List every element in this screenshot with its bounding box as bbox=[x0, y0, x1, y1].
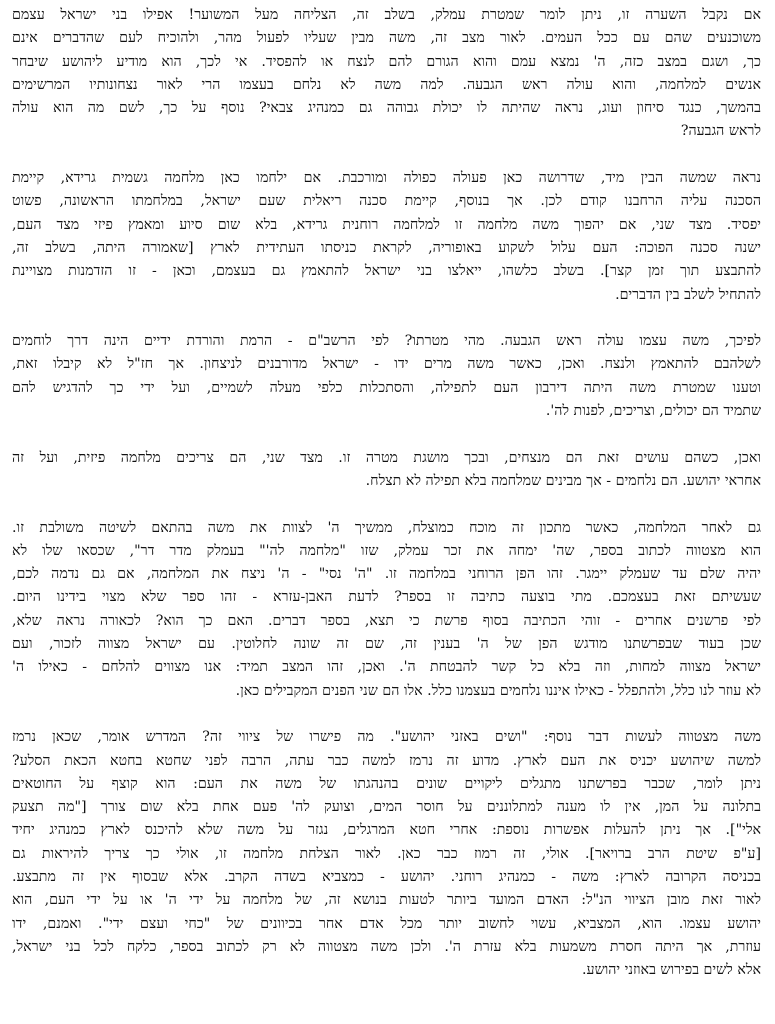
text-line: וטענו שמטרת משה היתה דירבון העם לתפילה, והסתכלות כלפי מעלה לשמיים, ועל ידי כך להדגיש להם bbox=[12, 379, 761, 396]
text-line: לראש הגבעה? bbox=[680, 123, 761, 140]
text-line: לפיכך, משה עצמו עולה ראש הגבעה. מהי מטרתו? לפי הרשב"ם - הרמת והורדת ידיים הינה דרך לוחמים bbox=[12, 333, 761, 350]
text-line: אלא לשים בפירוש באוזני יהושע. bbox=[582, 962, 761, 979]
text-line: אם נקבל השערה זו, ניתן לומר שמטרת עמלק, בשלב זה, הצליחה מעל המשוער! אפילו בני ישראל עצמם bbox=[12, 7, 761, 23]
text-line: יפסיד. מצד שני, אם יהפוך משה מלחמה זו למלחמה רוחנית גרידא, בלא שום סיוע ומאמץ פיזי מצד העם, bbox=[12, 216, 761, 233]
text-line: ניתן לומר, שכבר בפרשתנו מתגלים ליקויים שונים בהנהגתו של משה את העם: הוא קוצף על החוטאים bbox=[12, 775, 761, 792]
text-line: נראה שמשה הבין מיד, שדרושה כאן פעולה כפולה ומורכבת. אם ילחמו כאן מלחמה גשמית גרידא, קיימת bbox=[12, 170, 761, 187]
text-line: שכן בעוד שבפרשתנו מודגש הפן של ה' בענין זה, שם זה שונה לחלוטין. עם ישראל מצווה לזכור, ועם bbox=[12, 636, 761, 653]
text-line: אנשים למלחמה, והוא עולה ראש הגבעה. למה משה לא נלחם בעצמו הרי לאור נצחונותיו המרשימים bbox=[12, 76, 761, 93]
text-line: לשלהבם להתאמץ ולנצח. ואכן, כאשר משה מרים ידו - ישראל מדורבנים לניצחון. אך חז"ל לא קיבלו זאת, bbox=[12, 356, 761, 373]
paragraph-1 bbox=[12, 4, 761, 144]
text-line: עוזרת, אך היתה חסרת משמעות בלא עזרת ה'. ולכן משה מצטווה לא רק לכתוב בספר, כלקח לכל בני ישראל, bbox=[12, 938, 761, 955]
text-line: לאור זאת מובן הציווי הנ"ל: האדם המועד ביותר לטעות בנושא זה, של מלחמה על ידי ה' או על ידי העם, הוא bbox=[12, 892, 761, 909]
text-line: כך, ושגם במצב כזה, ה' נמצא עמם והוא הגורם להם לנצח או להפסיד. אי לכך, הוא מודיע ליהושע שיבחר bbox=[12, 53, 761, 70]
paragraph-5 bbox=[12, 517, 761, 703]
text-line: אלי"]. אך ניתן להעלות אפשרות נוספת: אחרי חטא המרגלים, נגזר על משה שלא להיכנס לארץ כמנהיג יחיד bbox=[12, 822, 761, 839]
text-line: להתבצע תוך זמן קצר]. בשלב כלשהו, ייאלצו בני ישראל להתאמץ גם בעצמם, וכאן - זו הזדמנות מצויינת bbox=[12, 263, 761, 280]
paragraph-4 bbox=[12, 447, 761, 494]
text-line: הסכנה עליה הרחבנו קודם לכן. אך בנוסף, קיימת סכנה ריאלית שעם ישראל, במלחמתו הראשונה, פשוט bbox=[12, 193, 761, 210]
text-line: למשה שיהושע יכניס את העם לארץ. מדוע זה נרמז למשה כבר עתה, הרבה לפני שחטא בחטא הכאת הסלע? bbox=[12, 752, 761, 769]
text-line: שעשיתם זאת בעצמכם. מתי בוצעה כתיבה זו בספר? לדעת האבן-עזרא - זהו ספר שלא מצוי בידינו היום. bbox=[12, 589, 761, 606]
text-line: משה מצטווה לעשות דבר נוסף: "ושים באזני יהושע". מה פישרו של ציווי זה? המדרש אומר, שכאן נרמז bbox=[12, 729, 761, 746]
text-line: בתלונה על המן, אין לו מענה למתלוננים על חוסר המים, וצועק לה' פעם אחת בלא שום צורך ["מה תצעק bbox=[12, 799, 761, 816]
text-line: בכניסה הקרובה לארץ: משה - כמנהיג רוחני. יהושע - כמצביא בשדה הקרב. אלא שבסוף אין זה מתבצע. bbox=[12, 868, 761, 885]
text-line: אחראי יהושע. הם נלחמים - אך מבינים שמלחמה בלא תפילה לא תצלח. bbox=[365, 472, 761, 489]
text-line: [ע"פ שיטת הרב ברויאר]. אולי, זה רמוז כבר כאן. לאור הצלחת מלחמה זו, אולי כך צריך להיראות גם bbox=[12, 845, 761, 862]
text-line: לא עוזר לנו כלל, ולהתפלל - כאילו איננו נלחמים בעצמנו כלל. אלו הם שני הפנים המקבילים כאן. bbox=[235, 682, 761, 699]
text-line: גם לאחר המלחמה, כאשר מתכון זה מוכח כמוצלח, ממשיך ה' לצוות את משה בהתאם לשיטה משולבת זו. bbox=[12, 519, 761, 536]
text-line: יהיה שלם עד שעמלק יימגר. זהו הפן הרוחני במלחמה זו. "ה' נסי" - ה' ניצח את המלחמה, אם גם נדמה לכם, bbox=[12, 566, 761, 583]
text-line: הוא מצטווה לכתוב בספר, שה' ימחה את זכר עמלק, שזו "מלחמה לה'" בעמלק מדר דר", שכסאו שלו לא bbox=[12, 542, 761, 559]
paragraph-3 bbox=[12, 330, 761, 423]
text-line: להתחיל לשלב בין הדברים. bbox=[615, 286, 761, 303]
text-line: שתמיד הם יכולים, וצריכים, לפנות לה'. bbox=[545, 403, 761, 420]
text-line: משוכנעים שהם עם ככל העמים. לאור מצב זה, משה מבין שעליו לפעול מהר, ולהוכיח לעם שהדברים אינם bbox=[12, 30, 761, 47]
text-line: בהמשך, כנגד סיחון ועוג, נראה שהיתה לו יכולת גבוהה גם כמנהיג צבאי? נוסף על כך, לשם מה הוא עולה bbox=[12, 100, 761, 117]
text-line: ישנה סכנה הפוכה: העם עלול לשקוע באופוריה, לקראת כניסתו העתידית לארץ [שאמורה היתה, בשלב זה, bbox=[12, 239, 761, 256]
text-line: ואכן, כשהם עושים זאת הם מנצחים, ובכך מושגת מטרה זו. מצד שני, הם צריכים מלחמה פיזית, ועל זה bbox=[12, 449, 761, 466]
text-line: יהושע עצמו. הוא, המצביא, עשוי לחשוב יותר מכל אדם אחר בכיוונים של "כחי ועצם ידי". ואמנם, ידו bbox=[12, 915, 761, 932]
text-line: ישראל מצווה למחות, וזה בלא כל קשר להבטחת ה'. ואכן, זהו המצב תמיד: אנו מצווים להלחם - כאילו ה' bbox=[12, 659, 761, 676]
paragraph-6 bbox=[12, 726, 761, 982]
text-line: לפי פרשנים אחרים - זוהי הכתיבה בסוף פרשת כי תצא, בספר דברים. האם כך הוא? לכאורה נראה שלא, bbox=[12, 612, 761, 629]
paragraph-2 bbox=[12, 167, 761, 307]
